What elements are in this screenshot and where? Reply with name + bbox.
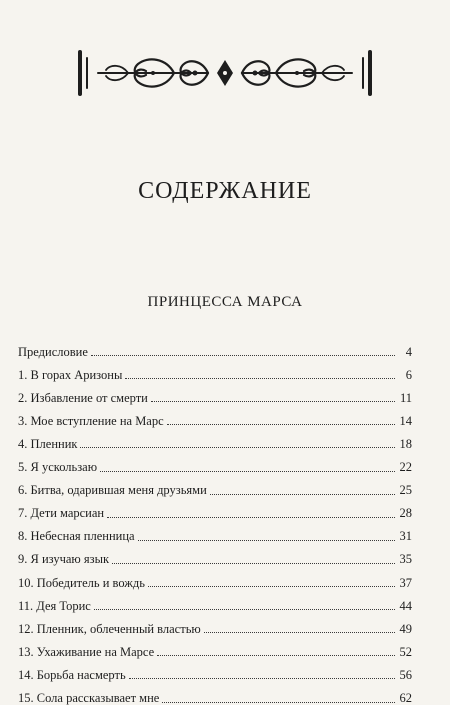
toc-entry[interactable] — [18, 589, 412, 612]
toc-entry[interactable] — [18, 543, 412, 566]
toc-entry[interactable] — [18, 474, 412, 497]
toc-entry[interactable] — [18, 658, 412, 681]
table-of-contents — [18, 335, 412, 705]
toc-entry-title: 2. Избавление от смерти — [18, 390, 148, 405]
dot-leader — [129, 677, 395, 679]
toc-entry[interactable] — [18, 681, 412, 704]
dot-leader — [162, 701, 395, 703]
toc-entry[interactable] — [18, 520, 412, 543]
book-title: ПРИНЦЕССА МАРСА — [147, 294, 303, 310]
toc-entry-title: 1. В горах Аризоны — [18, 367, 123, 382]
toc-entry[interactable] — [18, 358, 412, 381]
dot-leader — [148, 585, 395, 587]
toc-entry-page: 22 — [399, 460, 412, 475]
dot-leader — [80, 446, 395, 448]
toc-entry[interactable] — [18, 404, 412, 427]
toc-entry-page: 31 — [399, 529, 412, 544]
toc-entry-title: 15. Сола рассказывает мне — [18, 691, 160, 705]
toc-entry-title: 13. Ухаживание на Марсе — [18, 644, 155, 659]
toc-entry-title: 12. Пленник, облеченный властью — [18, 621, 201, 636]
dot-leader — [204, 631, 395, 633]
page-heading: СОДЕРЖАНИЕ — [138, 178, 312, 204]
toc-entry-page: 56 — [399, 667, 412, 682]
dot-leader — [157, 654, 395, 656]
toc-entry-title: 6. Битва, одарившая меня друзьями — [18, 483, 207, 498]
toc-entry[interactable] — [18, 381, 412, 404]
toc-entry-page: 49 — [399, 621, 412, 636]
toc-entry[interactable] — [18, 635, 412, 658]
toc-entry[interactable] — [18, 497, 412, 520]
dot-leader — [100, 470, 395, 472]
toc-entry-title: 4. Пленник — [18, 436, 78, 451]
toc-entry-page: 6 — [405, 367, 412, 382]
toc-entry-title: 10. Победитель и вождь — [18, 575, 145, 590]
toc-entry-page: 11 — [399, 390, 412, 405]
dot-leader — [167, 423, 395, 425]
dot-leader — [125, 377, 395, 379]
dot-leader — [138, 539, 395, 541]
toc-entry-title: 8. Небесная пленница — [18, 529, 135, 544]
toc-entry[interactable] — [18, 566, 412, 589]
dot-leader — [107, 516, 395, 518]
toc-entry-page: 14 — [399, 413, 412, 428]
toc-entry-page: 37 — [399, 575, 412, 590]
toc-entry[interactable] — [18, 427, 412, 450]
dot-leader — [91, 354, 395, 356]
toc-entry-title: 3. Мое вступление на Марс — [18, 413, 164, 428]
toc-entry[interactable] — [18, 612, 412, 635]
toc-entry-title: 11. Дея Торис — [18, 598, 91, 613]
toc-entry-page: 52 — [399, 644, 412, 659]
dot-leader — [94, 608, 395, 610]
toc-entry-page: 25 — [399, 483, 412, 498]
flourish-divider-icon — [78, 50, 372, 96]
toc-entry-title: 5. Я ускользаю — [18, 460, 98, 475]
toc-entry-page: 4 — [405, 344, 412, 359]
toc-entry-page: 18 — [399, 436, 412, 451]
toc-entry[interactable] — [18, 335, 412, 358]
toc-entry-page: 28 — [399, 506, 412, 521]
dot-leader — [112, 562, 395, 564]
toc-entry-page: 35 — [399, 552, 412, 567]
toc-entry-page: 44 — [399, 598, 412, 613]
toc-entry-title: 14. Борьба насмерть — [18, 667, 126, 682]
dot-leader — [210, 493, 395, 495]
toc-entry-title: 7. Дети марсиан — [18, 506, 105, 521]
toc-entry-title: Предисловие — [18, 344, 88, 359]
toc-entry-page: 62 — [399, 691, 412, 705]
dot-leader — [151, 400, 395, 402]
toc-entry[interactable] — [18, 450, 412, 473]
toc-entry-title: 9. Я изучаю язык — [18, 552, 110, 567]
